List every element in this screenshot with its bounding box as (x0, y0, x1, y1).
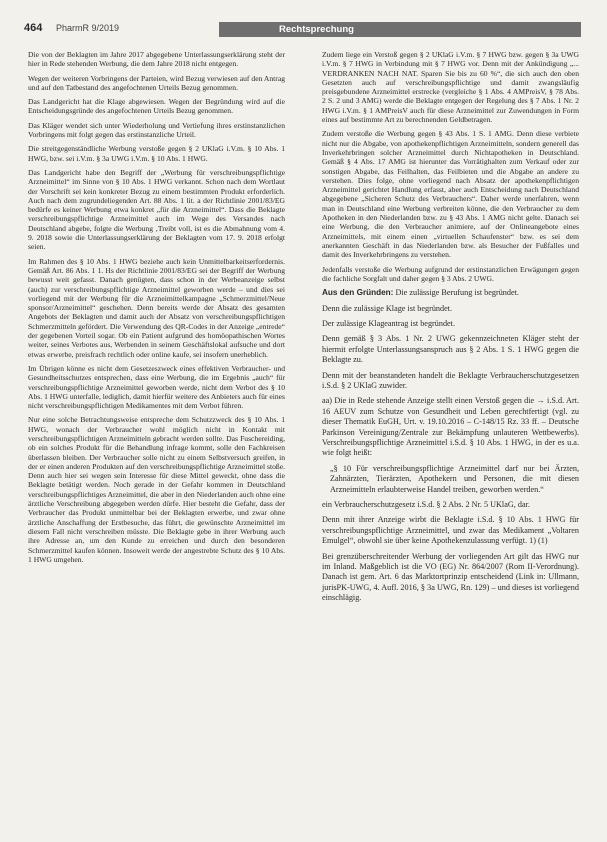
ruling-paragraph: Denn mit der beanstandeten handelt die Beklagte Verbraucherschutzgesetzen i.S.d. § 2 UKlaG zuwider. (322, 370, 579, 390)
page-header (24, 22, 581, 38)
journal-name: PharmR 9/2019 (56, 23, 120, 33)
ruling-paragraph: Die zulässige Berufung ist begründet. (395, 288, 519, 298)
paragraph: Zudem liege ein Verstoß gegen § 2 UKlaG i.V.m. § 7 HWG bzw. gegen § 3a UWG i.V.m. § 7 HWG in Verbindung mit § 7 HWG vor. Denn mit der Ankündigung „... VERDRANKEN NACH NAT. Sparen Sie bis zu 60 %“, die sich auch den oben Gesetzten auch auf verschreibungspflichtige und damit zwangsläufig preisgebundene Arzneimittel erstrecke (vergleiche § 1 Abs. 4 AMPreisV, § 78 Abs. 2 S. 2 und 3 AMG) werde die Beklagte entgegen der Regelung des § 7 Abs. 1 Nr. 2 HWG i.V.m. § 1 AMPreisV auch für diese Arzneimittel zur Zuwendungen in Form eines auf bestimmte Art zu berechnenden Geldbetragen. (322, 50, 579, 125)
ruling-paragraph: Denn mit ihrer Anzeige wirbt die Beklagte i.S.d. § 10 Abs. 1 HWG für verschreibungspflichtige Arzneimittel, und zwar das Medikament „Voltaren Emulgel“, obwohl sie über keine Apothekenzulassung verfügt. 1) (1) (322, 515, 579, 546)
section-banner: Rechtsprechung (219, 22, 581, 37)
paragraph: Das Kläger wendet sich unter Wiederholung und Vertiefung ihres erstinstanzlichen Vorbringens mit folgt gegen das erstinstanzliche Urteil. (28, 120, 285, 140)
paragraph: Wegen der weiteren Vorbringens der Parteien, wird Bezug verwiesen auf den Antrag und auf den Tatbestand des angefochtenen Urteils Bezug genommen. (28, 73, 285, 92)
paragraph: Im Rahmen des § 10 Abs. 1 HWG beziehe auch kein Unmittelbarkeitserfordernis. Gemäß Art. 86 Abs. 1 1. Hs der Richtlinie 2001/83/EG sei der Begriff der Werbung bewusst weit gefasst. Danach genügten, dass schon in der Werbeanzeige selbst (auch) zur verschreibungspflichtige Arzneimittel geworben werde – und dies sei vorliegend mit der Werbung für die Arzneimittelkampagne „Schmerzmittel/Neue sponsor/Arzneimittel“ geschehen. Denn bereits werde der Absatz des gesamten Angebots der Beklagten und damit auch der Absatz von verschreibungspflichtigen Schmerzmitteln gefördert. Die Verwendung des QR-Codes in der Anzeige „entrede“ der gegebenen Vorteil sogar. Ob ein Patient aufgrund des homöopathischen Wortes weiter, seines Verbotes aus, Werbenden in seinem Geschäftslokal aufsuche und dort etwas erwerbe, preisfrach rechtlich oder online kaufe, sei insofern unerheblich. (28, 256, 285, 359)
ruling-paragraph: Bei grenzüberschreitender Werbung der vorliegenden Art gilt das HWG nur im Inland. Maßgeblich ist die VO (EG) Nr. 864/2007 (Rom II-Verordnung). Danach ist gem. Art. 6 das Marktortprinzip entscheidend (Link in: Ullmann, jurisPK-UWG, 4. Aufl. 2016, § 3a UWG, Rn. 129) – und dieses ist vorliegend einschlägig. (322, 551, 579, 603)
right-column (322, 50, 579, 609)
paragraph: Das Landgericht habe den Begriff der „Werbung für verschreibungspflichtige Arzneimittel“ im Sinne von § 10 Abs. 1 HWG verkannt. Schon nach dem Wortlaut der Vorschrift sei kein konkreter Bezug zu einem bestimmten Produkt erforderlich. Auch nach dem zugrundeliegenden Art. 88 Abs. 1 lit. a der Richtlinie 2001/83/EG bedürfe es keiner Werbung etwa konkret „für die Arzneimittel“. Dass die Beklagte verschreibungspflichtige Arzneimittel auch im Wege des Versandes nach Deutschland abgebe, folgte die Werbung ‚Treibt voll, ist es die Abmahnung vom 4. 9. 2018 sowie die Unterlassungserklärung der Beklagten vom 17. 9. 2018 erfolgt seien. (28, 167, 285, 252)
ruling-heading: Aus den Gründen: (322, 288, 394, 298)
paragraph: Die von der Beklagten im Jahre 2017 abgegebene Unterlassungserklärung steht der hier in Rede stehenden Werbung, die dem Jahre 2018 nicht entgegen. (28, 50, 285, 69)
paragraph: Im Übrigen könne es nicht dem Gesetzeszweck eines effektiven Verbraucher- und Gesundheitsschutzes entsprechen, dass eine Werbung, die im Ergebnis „auch“ für verschreibungspflichtige Arzneimittel geworben werde, nicht dem Verbot des § 10 Abs. 1 HWG unterfalle, lediglich, damit hierfür weitere des Anbieters auch für eines nicht verschreibungspflichtigen Medikamentes mit dem Verbot führen. (28, 363, 285, 411)
paragraph: Jedenfalls verstoße die Werbung aufgrund der erstinstanzlichen Erwägungen gegen die fachliche Sorgfalt und daher gegen § 3 Abs. 2 UWG. (322, 264, 579, 283)
ruling-paragraph: Denn gemäß § 3 Abs. 1 Nr. 2 UWG gekennzeichneten Kläger steht der hiermit erfolgte Unterlassungsanspruch aus § 2 Abs. 1 S. 1 HWG gegen die Beklagte zu. (322, 334, 579, 365)
ruling-paragraph: ein Verbraucherschutzgesetz i.S.d. § 2 Abs. 2 Nr. 5 UKlaG, dar. (322, 500, 530, 510)
left-column (28, 50, 285, 569)
paragraph: Die streitgegenständliche Werbung verstoße gegen § 2 UKlaG i.V.m. § 10 Abs. 1 HWG, bzw. sei i.V.m. § 3a UWG i.V.m. § 10 Abs. 1 HWG. (28, 144, 285, 163)
ruling-section (322, 288, 579, 604)
paragraph: Das Landgericht hat die Klage abgewiesen. Wegen der Begründung wird auf die Entscheidungsgründe des angefochtenen Urteils Bezug genommen. (28, 97, 285, 116)
quoted-statute: „§ 10 Für verschreibungspflichtige Arzneimittel darf nur bei Ärzten, Zahnärzten, Tierärzten, Apothekern und Personen, die mit diesen Arzneimitteln erlaubterweise Handel treiben, geworben werden.“ (330, 463, 579, 494)
page-number: 464 (24, 22, 43, 34)
paragraph: Nur eine solche Betrachtungsweise entspreche dem Schutzzweck des § 10 Abs. 1 HWG, wonach der Verbraucher wohl möglich nicht in Kontakt mit verschreibungspflichtigen Arzneimitteln gebracht werden sollte. Das Fuschereiding, ob ein solches Produkt für die Behandlung infrage kommt, solle den Fachkreisen überlassen bleiben. Der Verbraucher solle nicht zu einem Selbstversuch greifen, in der er einen anderen Produkten auf den verschreibungspflichtige Arzneimittel stoße. Denn auch hier sei wegen sein Interesse für diese Mittel geweckt, ohne dass die Beklagte betätigt werden. Noch gerade in der Gefahr kommen in Deutschland verschreibungspflichtiges Arzneimittel, die aber in den Niederlanden auch ohne eine ärztliche Verschreibung abgegeben werden dürfe. Hier besteht die Gefahr, dass der Verbraucher das Produkt unmittelbar bei der Beklagten erwerbe, und zwar ohne ärztliche Anschaffung der Erstbesuche, das führt, die gewünschte Arzneimittel im diesem Fall nicht verschreiben müsste. Die Beklagte gebe in ihrer Werbung auch ihre Adresse an, um den Kunde zu erreichen und durch den besonderen Schmerzmittel kaufen können. Insoweit werde der angestrebte Schutz des § 10 Abs. 1 HWG umgehen. (28, 415, 285, 564)
ruling-paragraph: Denn die zulässige Klage ist begründet. (322, 303, 453, 313)
paragraph: Zudem verstoße die Werbung gegen § 43 Abs. 1 S. 1 AMG. Denn diese verbiete nicht nur die Abgabe, von apothekenpflichtigen Arzneimitteln, sondern generell das Inverkehrbringen solcher Arzneimittel durch Nichtapotheken in Deutschland. Gemäß § 4 Abs. 17 AMG ist hierunter das Vorrätighalten zum Verkauf oder zur sonstigen Abgabe, das Feilhalten, das Feilbieten und die Abgabe an andere zu verstehen. Dies folge, ohne vorliegend nach Absatz der apothekenpflichtigen Arzneimittel gerichtet Handlung erfasst, aber auch Entscheidung nach Deutschland abgegebene „Sicheren Schutz des Verbrauchers“. Daher werde unerfahren, wenn man in Deutschland eine Werbung verbreiten könne, die den Verbraucher zu dem Apotheken in den Niederlanden bzw. zu § 43 Abs. 1 AMG nicht gelte. Danach sei eine Werbung, die den Verbraucher animiere, auf der Onlineangebote eines Arzneimittels, mit einem einen „virtuellen Schaufenster“ bzw. es sei dem anerkannten Geschäft in das Niederlanden bzw. als Besucher der Fußfalles und damit des Inverkehrbringens zu verstehen. (322, 129, 579, 260)
ruling-paragraph: Der zulässige Klageantrag ist begründet. (322, 318, 455, 328)
ruling-paragraph: aa) Die in Rede stehende Anzeige stellt einen Verstoß gegen die → i.S.d. Art. 16 AEUV zum Schutze von Gesundheit und Leben gerechtfertigt (vgl. zu dieser Thematik EuGH, Urt. v. 19.10.2016 – C-148/15 Rz. 33 ff. – Deutsche Parkinson Vereinigung/Zentrale zur Bekämpfung unlauteren Wettbewerbs). Verschreibungspflichtige Arzneimittel i.S.d. § 10 Abs. 1 HWG, in der es u.a. wie folgt heißt: (322, 396, 579, 458)
